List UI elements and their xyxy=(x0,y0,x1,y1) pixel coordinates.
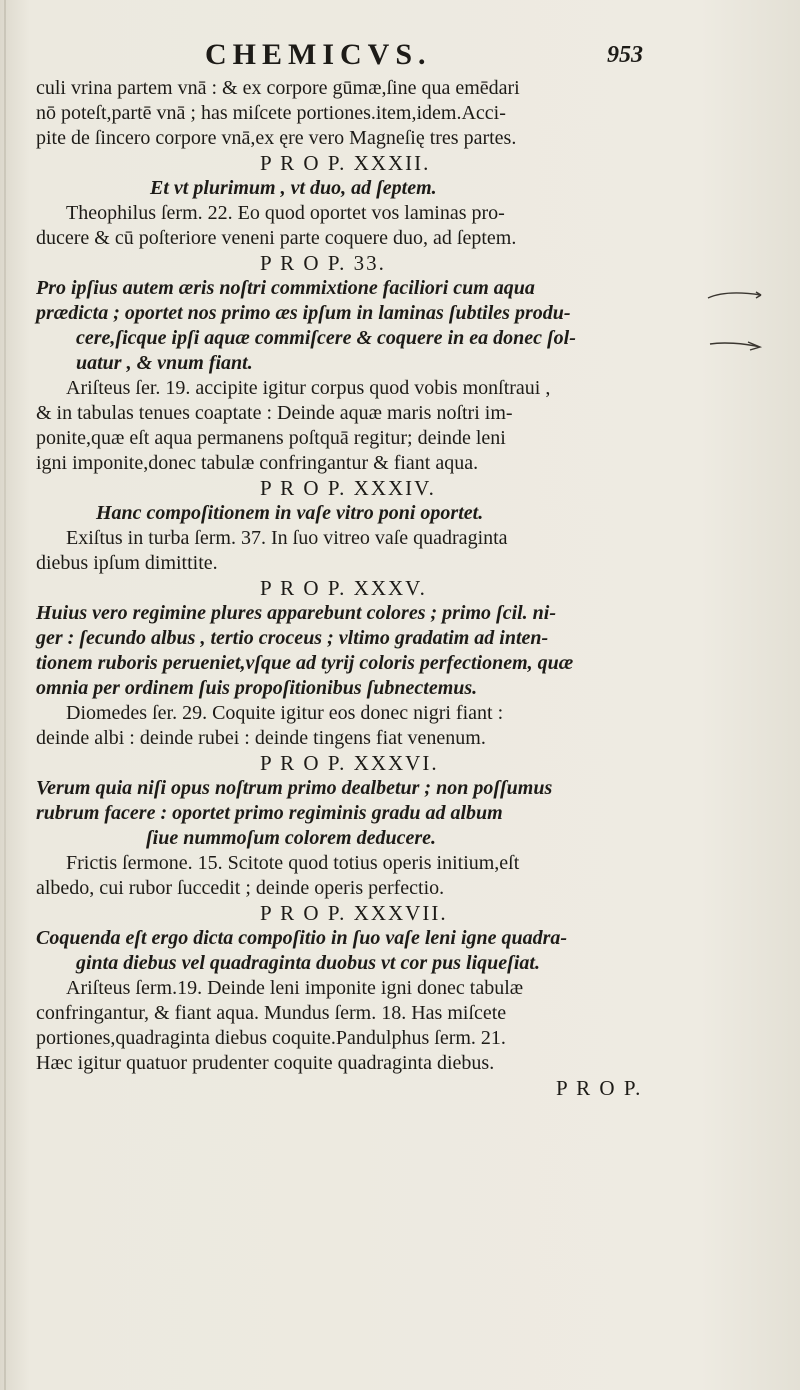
margin-pen-stroke xyxy=(706,290,766,302)
margin-pen-stroke xyxy=(708,340,768,352)
text-line: igni imponite,donec tabulæ confringantur & fiant aqua. xyxy=(36,452,479,474)
italic-text-line: ginta diebus vel quadraginta duobus vt cor pus liqueſiat. xyxy=(76,952,540,974)
text-line: portiones,quadraginta diebus coquite.Pandulphus ſerm. 21. xyxy=(36,1027,506,1049)
text-line: pite de ſincero corpore vnā,ex ęre vero Magneſię tres partes. xyxy=(36,127,517,149)
page-gutter xyxy=(4,0,6,1390)
italic-text-line: ſiue nummoſum colorem deducere. xyxy=(146,827,436,849)
proposition-heading: P R O P. xyxy=(556,1076,643,1100)
proposition-heading: P R O P. XXXIV. xyxy=(260,476,436,500)
text-line: ponite,quæ eſt aqua permanens poſtquā regitur; deinde leni xyxy=(36,427,506,449)
body-text xyxy=(36,76,643,1101)
text-line: Ariſteus ſer. 19. accipite igitur corpus quod vobis monſtraui , xyxy=(66,377,551,399)
text-line: ducere & cū poſteriore veneni parte coquere duo, ad ſeptem. xyxy=(36,227,517,249)
text-line: deinde albi : deinde rubei : deinde tingens fiat venenum. xyxy=(36,727,486,749)
text-line: Hæc igitur quatuor prudenter coquite quadraginta diebus. xyxy=(36,1052,495,1074)
text-line: confringantur, & fiant aqua. Mundus ſerm. 18. Has miſcete xyxy=(36,1002,507,1024)
page-header xyxy=(0,38,800,78)
text-line: & in tabulas tenues coaptate : Deinde aquæ maris noſtri im- xyxy=(36,402,513,424)
italic-text-line: ger : ſecundo albus , tertio croceus ; vltimo gradatim ad inten- xyxy=(36,627,549,649)
proposition-heading: P R O P. XXXVI. xyxy=(260,751,439,775)
proposition-heading: P R O P. XXXII. xyxy=(260,151,431,175)
text-line: Frictis ſermone. 15. Scitote quod totius operis initium,eſt xyxy=(66,852,520,874)
italic-text-line: Pro ipſius autem æris noſtri commixtione faciliori cum aqua xyxy=(36,277,535,299)
text-line: Ariſteus ſerm.19. Deinde leni imponite igni donec tabulæ xyxy=(66,977,524,999)
italic-text-line: cere,ſicque ipſi aquæ commiſcere & coquere in ea donec ſol- xyxy=(76,327,576,349)
italic-text-line: rubrum facere : oportet primo regiminis gradu ad album xyxy=(36,802,503,824)
proposition-heading: P R O P. XXXV. xyxy=(260,576,427,600)
proposition-heading: P R O P. 33. xyxy=(260,251,386,275)
page-number: 953 xyxy=(607,42,643,68)
text-line: diebus ipſum dimittite. xyxy=(36,552,218,574)
text-line: Theophilus ſerm. 22. Eo quod oportet vos laminas pro- xyxy=(66,202,505,224)
text-line: Diomedes ſer. 29. Coquite igitur eos donec nigri fiant : xyxy=(66,702,504,724)
proposition-heading: P R O P. XXXVII. xyxy=(260,901,448,925)
running-title: CHEMICVS. xyxy=(205,38,432,71)
text-line: nō poteſt,partē vnā ; has miſcete portiones.item,idem.Acci- xyxy=(36,102,506,124)
italic-text-line: uatur , & vnum fiant. xyxy=(76,352,253,374)
italic-text-line: omnia per ordinem ſuis propoſitionibus ſubnectemus. xyxy=(36,677,478,699)
italic-text-line: Coquenda eſt ergo dicta compoſitio in ſuo vaſe leni igne quadra- xyxy=(36,927,568,949)
italic-text-line: Hanc compoſitionem in vaſe vitro poni oportet. xyxy=(96,502,484,524)
italic-text-line: Et vt plurimum , vt duo, ad ſeptem. xyxy=(150,177,437,199)
italic-text-line: tionem ruboris perueniet,vſque ad tyrij coloris perfectionem, quæ xyxy=(36,652,574,674)
italic-text-line: Verum quia niſi opus noſtrum primo dealbetur ; non poſſumus xyxy=(36,777,553,799)
italic-text-line: Huius vero regimine plures apparebunt colores ; primo ſcil. ni- xyxy=(36,602,557,624)
text-line: culi vrina partem vnā : & ex corpore gūmæ,ſine qua emēdari xyxy=(36,77,520,99)
text-line: Exiſtus in turba ſerm. 37. In ſuo vitreo vaſe quadraginta xyxy=(66,527,508,549)
text-line: albedo, cui rubor ſuccedit ; deinde operis perfectio. xyxy=(36,877,445,899)
italic-text-line: prædicta ; oportet nos primo æs ipſum in laminas ſubtiles produ- xyxy=(36,302,571,324)
